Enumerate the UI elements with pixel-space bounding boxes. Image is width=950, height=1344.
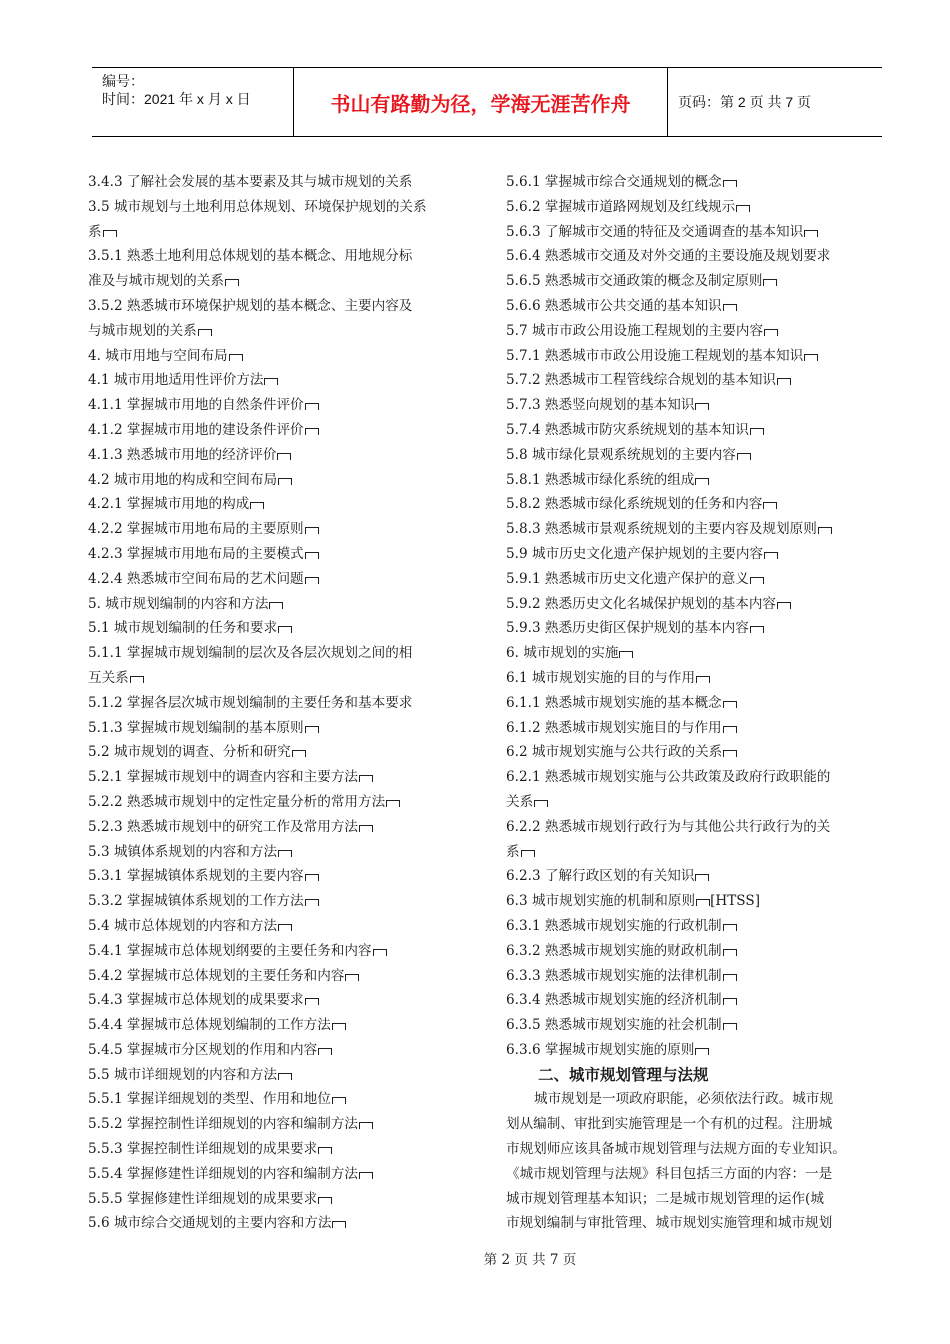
outline-line <box>88 294 473 319</box>
outline-line <box>88 641 473 666</box>
paragraph-mark-icon <box>305 577 319 584</box>
outline-line <box>88 691 473 716</box>
outline-line <box>88 1063 473 1088</box>
outline-line <box>506 889 891 914</box>
outline-line-text: 系 <box>506 843 520 860</box>
paragraph-line: 划从编制、审批到实施管理是一个有机的过程。注册城 <box>506 1116 833 1133</box>
outline-line-text: 4.2.1 掌握城市用地的构成 <box>88 496 250 513</box>
outline-line-text: 5.7 城市市政公用设施工程规划的主要内容 <box>506 322 764 339</box>
outline-line <box>506 468 891 493</box>
outline-line <box>506 393 891 418</box>
outline-line-text: 6.3.5 熟悉城市规划实施的社会机制 <box>506 1017 722 1034</box>
paragraph-mark-icon <box>305 874 319 881</box>
outline-line <box>88 1211 473 1236</box>
outline-line <box>506 220 891 245</box>
paragraph-mark-icon <box>723 924 737 931</box>
paragraph-mark-icon <box>723 180 737 187</box>
paragraph-mark-icon <box>695 478 709 485</box>
outline-line-text: 3.5.2 熟悉城市环境保护规划的基本概念、主要内容及 <box>88 297 413 314</box>
outline-line-text: 6.2.1 熟悉城市规划实施与公共政策及政府行政职能的 <box>506 769 831 786</box>
outline-line <box>506 517 891 542</box>
outline-line <box>506 542 891 567</box>
outline-line-text: 5.4.5 掌握城市分区规划的作用和内容 <box>88 1041 318 1058</box>
outline-line <box>506 492 891 517</box>
document-time: 时间：2021 年 x 月 x 日 <box>102 91 251 107</box>
outline-line <box>88 319 473 344</box>
outline-line <box>88 815 473 840</box>
outline-line <box>88 864 473 889</box>
outline-line-text: 5.7.3 熟悉竖向规划的基本知识 <box>506 397 695 414</box>
outline-line-text: 5.8.1 熟悉城市绿化系统的组成 <box>506 471 695 488</box>
outline-line <box>88 1087 473 1112</box>
outline-line-text: 5.9.3 熟悉历史街区保护规划的基本内容 <box>506 620 749 637</box>
outline-line-text: 5.6.3 了解城市交通的特征及交通调查的基本知识 <box>506 223 804 240</box>
section-paragraph <box>506 1087 891 1236</box>
outline-line-text: 5.8 城市绿化景观系统规划的主要内容 <box>506 446 736 463</box>
outline-line <box>88 517 473 542</box>
paragraph-mark-icon <box>225 279 239 286</box>
outline-line <box>88 1013 473 1038</box>
page-footer: 第 2 页 共 7 页 <box>483 1252 577 1268</box>
document-number-label: 编号： <box>102 73 144 89</box>
outline-line-text: 5. 城市规划编制的内容和方法 <box>88 595 269 612</box>
htss-tag: [HTSS] <box>710 893 760 910</box>
outline-line-text: 5.2 城市规划的调查、分析和研究 <box>88 744 291 761</box>
paragraph-mark-icon <box>277 453 291 460</box>
outline-line-text: 5.4.2 掌握城市总体规划的主要任务和内容 <box>88 967 345 984</box>
paragraph-mark-icon <box>332 1221 346 1228</box>
outline-line <box>506 592 891 617</box>
paragraph-mark-icon <box>695 874 709 881</box>
outline-line <box>506 616 891 641</box>
outline-line-text: 6.3.2 熟悉城市规划实施的财政机制 <box>506 942 722 959</box>
paragraph-mark-icon <box>696 676 710 683</box>
outline-line <box>88 542 473 567</box>
outline-line-text: 6.2.2 熟悉城市规划行政行为与其他公共行政行为的关 <box>506 818 831 835</box>
outline-line <box>506 368 891 393</box>
outline-line-text: 5.2.3 熟悉城市规划中的研究工作及常用方法 <box>88 818 359 835</box>
paragraph-mark-icon <box>695 403 709 410</box>
outline-line <box>506 1013 891 1038</box>
paragraph-mark-icon <box>723 701 737 708</box>
outline-line-text: 5.5.5 掌握修建性详细规划的成果要求 <box>88 1190 318 1207</box>
outline-line-text: 6.3 城市规划实施的机制和原则 <box>506 893 696 910</box>
outline-line-text: 4. 城市用地与空间布局 <box>88 347 228 364</box>
outline-line-text: 5.4.3 掌握城市总体规划的成果要求 <box>88 992 304 1009</box>
paragraph-mark-icon <box>723 304 737 311</box>
paragraph-line: 市规划编制与审批管理、城市规划实施管理和城市规划 <box>506 1215 833 1232</box>
outline-line-text: 4.1.1 掌握城市用地的自然条件评价 <box>88 397 304 414</box>
paragraph-mark-icon <box>318 1048 332 1055</box>
paragraph-mark-icon <box>696 899 710 906</box>
outline-line <box>88 244 473 269</box>
paragraph-mark-icon <box>750 577 764 584</box>
paragraph-mark-icon <box>305 403 319 410</box>
outline-line <box>506 691 891 716</box>
section-title: 二、城市规划管理与法规 <box>538 1065 709 1084</box>
paragraph-mark-icon <box>103 230 117 237</box>
outline-line <box>506 988 891 1013</box>
outline-line <box>88 418 473 443</box>
paragraph-mark-icon <box>345 974 359 981</box>
paragraph-line: 《城市规划管理与法规》科目包括三方面的内容：一是 <box>506 1165 833 1182</box>
outline-line <box>506 641 891 666</box>
outline-line-text: 5.8.2 熟悉城市绿化系统规划的任务和内容 <box>506 496 763 513</box>
page-header <box>92 67 882 137</box>
outline-line <box>88 939 473 964</box>
outline-line <box>88 368 473 393</box>
outline-line <box>88 344 473 369</box>
outline-line-text: 6.2 城市规划实施与公共行政的关系 <box>506 744 723 761</box>
outline-line-text: 互关系 <box>88 669 129 686</box>
outline-line-text: 5.6.2 掌握城市道路网规划及红线规示 <box>506 198 736 215</box>
outline-line-text: 5.5.1 掌握详细规划的类型、作用和地位 <box>88 1091 331 1108</box>
header-motto: 书山有路勤为径，学海无涯苦作舟 <box>294 68 668 136</box>
outline-line-text: 5.3.1 掌握城镇体系规划的主要内容 <box>88 868 304 885</box>
outline-line <box>506 418 891 443</box>
outline-line-text: 5.1.3 掌握城市规划编制的基本原则 <box>88 719 304 736</box>
paragraph-mark-icon <box>278 626 292 633</box>
outline-line-text: 4.2 城市用地的构成和空间布局 <box>88 471 278 488</box>
paragraph-line: 市规划师应该具备城市规划管理与法规方面的专业知识。 <box>506 1141 846 1158</box>
paragraph-mark-icon <box>764 552 778 559</box>
paragraph-mark-icon <box>278 478 292 485</box>
paragraph-mark-icon <box>318 1147 332 1154</box>
paragraph-mark-icon <box>777 378 791 385</box>
outline-line-text: 5.1.2 掌握各层次城市规划编制的主要任务和基本要求 <box>88 694 413 711</box>
paragraph-mark-icon <box>373 949 387 956</box>
outline-line <box>88 443 473 468</box>
outline-line <box>88 170 473 195</box>
outline-line <box>88 666 473 691</box>
outline-line-text: 4.1.2 掌握城市用地的建设条件评价 <box>88 421 304 438</box>
paragraph-mark-icon <box>278 924 292 931</box>
outline-line-text: 5.6.5 熟悉城市交通政策的概念及制定原则 <box>506 273 763 290</box>
paragraph-mark-icon <box>804 230 818 237</box>
paragraph-mark-icon <box>723 726 737 733</box>
outline-line-text: 5.4.4 掌握城市总体规划编制的工作方法 <box>88 1017 331 1034</box>
paragraph-mark-icon <box>130 676 144 683</box>
right-outline-list <box>506 170 891 1063</box>
paragraph-line: 城市规划是一项政府职能，必须依法行政。城市规 <box>534 1091 834 1108</box>
right-text-column <box>506 170 891 1236</box>
paragraph-mark-icon <box>695 1048 709 1055</box>
paragraph-mark-icon <box>305 899 319 906</box>
outline-line-text: 5.6.4 熟悉城市交通及对外交通的主要设施及规划要求 <box>506 248 831 265</box>
paragraph-mark-icon <box>198 329 212 336</box>
outline-line <box>88 914 473 939</box>
outline-line-text: 5.3 城镇体系规划的内容和方法 <box>88 843 278 860</box>
outline-line-text: 5.6.6 熟悉城市公共交通的基本知识 <box>506 297 722 314</box>
outline-line-text: 准及与城市规划的关系 <box>88 273 224 290</box>
outline-line <box>506 170 891 195</box>
paragraph-mark-icon <box>305 428 319 435</box>
paragraph-mark-icon <box>359 1172 373 1179</box>
outline-line <box>88 765 473 790</box>
outline-line-text: 5.1.1 掌握城市规划编制的层次及各层次规划之间的相 <box>88 645 413 662</box>
outline-line-text: 5.1 城市规划编制的任务和要求 <box>88 620 278 637</box>
outline-line-text: 5.4.1 掌握城市总体规划纲要的主要任务和内容 <box>88 942 372 959</box>
outline-line <box>506 914 891 939</box>
paragraph-mark-icon <box>723 974 737 981</box>
outline-line-text: 5.9.1 熟悉城市历史文化遗产保护的意义 <box>506 570 749 587</box>
outline-line-text: 6.1.1 熟悉城市规划实施的基本概念 <box>506 694 722 711</box>
paragraph-mark-icon <box>750 626 764 633</box>
outline-line <box>506 716 891 741</box>
outline-line-text: 与城市规划的关系 <box>88 322 197 339</box>
outline-line-text: 5.6.1 掌握城市综合交通规划的概念 <box>506 174 722 190</box>
paragraph-mark-icon <box>278 1073 292 1080</box>
paragraph-mark-icon <box>359 1122 373 1129</box>
outline-line <box>88 468 473 493</box>
outline-line <box>88 1187 473 1212</box>
outline-line <box>88 790 473 815</box>
paragraph-mark-icon <box>750 428 764 435</box>
outline-line <box>88 269 473 294</box>
outline-line <box>506 666 891 691</box>
outline-line-text: 5.5 城市详细规划的内容和方法 <box>88 1066 278 1083</box>
paragraph-mark-icon <box>804 354 818 361</box>
outline-line-text: 4.2.2 掌握城市用地布局的主要原则 <box>88 521 304 538</box>
paragraph-mark-icon <box>292 750 306 757</box>
paragraph-mark-icon <box>737 453 751 460</box>
outline-line-text: 3.5 城市规划与土地利用总体规划、环境保护规划的关系 <box>88 198 427 215</box>
outline-line-text: 6.1.2 熟悉城市规划实施目的与作用 <box>506 719 722 736</box>
outline-line-text: 4.2.4 熟悉城市空间布局的艺术问题 <box>88 570 304 587</box>
outline-line <box>88 964 473 989</box>
outline-line <box>88 1137 473 1162</box>
outline-line <box>506 319 891 344</box>
outline-line <box>88 616 473 641</box>
outline-line <box>506 567 891 592</box>
paragraph-mark-icon <box>264 378 278 385</box>
paragraph-mark-icon <box>229 354 243 361</box>
outline-line-text: 3.4.3 了解社会发展的基本要素及其与城市规划的关系 <box>88 174 413 190</box>
paragraph-line: 城市规划管理基本知识；二是城市规划管理的运作(城 <box>506 1190 824 1207</box>
outline-line <box>506 244 891 269</box>
header-page-number: 页码：第 2 页 共 7 页 <box>678 94 812 110</box>
outline-line <box>506 790 891 815</box>
outline-line <box>506 443 891 468</box>
paragraph-mark-icon <box>332 1097 346 1104</box>
outline-line <box>88 716 473 741</box>
outline-line-text: 5.4 城市总体规划的内容和方法 <box>88 917 278 934</box>
outline-line-text: 系 <box>88 223 102 240</box>
paragraph-mark-icon <box>723 949 737 956</box>
outline-line <box>88 889 473 914</box>
paragraph-mark-icon <box>305 726 319 733</box>
outline-line <box>88 840 473 865</box>
paragraph-mark-icon <box>723 1023 737 1030</box>
outline-line <box>506 344 891 369</box>
outline-line-text: 关系 <box>506 793 534 810</box>
paragraph-mark-icon <box>534 800 548 807</box>
outline-line-text: 5.5.3 掌握控制性详细规划的成果要求 <box>88 1141 318 1158</box>
outline-line-text: 5.9 城市历史文化遗产保护规划的主要内容 <box>506 545 764 562</box>
outline-line-text: 4.1.3 熟悉城市用地的经济评价 <box>88 446 277 463</box>
outline-line-text: 6.3.1 熟悉城市规划实施的行政机制 <box>506 917 722 934</box>
paragraph-mark-icon <box>305 527 319 534</box>
paragraph-mark-icon <box>736 205 750 212</box>
outline-line <box>88 195 473 220</box>
outline-line <box>506 864 891 889</box>
paragraph-mark-icon <box>305 552 319 559</box>
paragraph-mark-icon <box>359 775 373 782</box>
outline-line <box>88 1162 473 1187</box>
outline-line-text: 5.9.2 熟悉历史文化名城保护规划的基本内容 <box>506 595 777 612</box>
outline-line-text: 5.6 城市综合交通规划的主要内容和方法 <box>88 1215 332 1232</box>
outline-line <box>88 220 473 245</box>
outline-line-text: 5.7.4 熟悉城市防灾系统规划的基本知识 <box>506 421 749 438</box>
outline-line-text: 6.3.3 熟悉城市规划实施的法律机制 <box>506 967 722 984</box>
paragraph-mark-icon <box>386 800 400 807</box>
outline-line-text: 5.8.3 熟悉城市景观系统规划的主要内容及规划原则 <box>506 521 817 538</box>
outline-line-text: 5.7.1 熟悉城市市政公用设施工程规划的基本知识 <box>506 347 804 364</box>
outline-line-text: 5.3.2 掌握城镇体系规划的工作方法 <box>88 893 304 910</box>
outline-line <box>506 269 891 294</box>
outline-line-text: 5.5.4 掌握修建性详细规划的内容和编制方法 <box>88 1165 359 1182</box>
outline-line-text: 6.3.4 熟悉城市规划实施的经济机制 <box>506 992 722 1009</box>
outline-line <box>88 393 473 418</box>
paragraph-mark-icon <box>777 602 791 609</box>
paragraph-mark-icon <box>723 750 737 757</box>
outline-line <box>506 195 891 220</box>
outline-line <box>88 1038 473 1063</box>
outline-line <box>506 740 891 765</box>
outline-line-text: 4.2.3 掌握城市用地布局的主要模式 <box>88 545 304 562</box>
outline-line-text: 5.2.2 熟悉城市规划中的定性定量分析的常用方法 <box>88 793 386 810</box>
paragraph-mark-icon <box>619 651 633 658</box>
paragraph-mark-icon <box>318 1197 332 1204</box>
paragraph-mark-icon <box>250 502 264 509</box>
paragraph-mark-icon <box>763 279 777 286</box>
paragraph-mark-icon <box>521 850 535 857</box>
outline-line-text: 6. 城市规划的实施 <box>506 645 619 662</box>
outline-line <box>506 1038 891 1063</box>
paragraph-mark-icon <box>332 1023 346 1030</box>
outline-line <box>88 1112 473 1137</box>
outline-line <box>506 840 891 865</box>
outline-line-text: 6.3.6 掌握城市规划实施的原则 <box>506 1041 695 1058</box>
outline-line-text: 6.1 城市规划实施的目的与作用 <box>506 669 696 686</box>
outline-line <box>506 964 891 989</box>
paragraph-mark-icon <box>359 825 373 832</box>
paragraph-mark-icon <box>764 329 778 336</box>
outline-line <box>506 815 891 840</box>
outline-line <box>88 492 473 517</box>
paragraph-mark-icon <box>269 602 283 609</box>
outline-line-text: 5.2.1 掌握城市规划中的调查内容和主要方法 <box>88 769 359 786</box>
outline-line <box>88 592 473 617</box>
outline-line <box>506 939 891 964</box>
header-meta <box>92 68 294 136</box>
outline-line-text: 5.5.2 掌握控制性详细规划的内容和编制方法 <box>88 1116 359 1133</box>
paragraph-mark-icon <box>723 998 737 1005</box>
outline-line <box>88 988 473 1013</box>
outline-line <box>506 294 891 319</box>
outline-line <box>506 765 891 790</box>
outline-line-text: 4.1 城市用地适用性评价方法 <box>88 372 264 389</box>
outline-line-text: 6.2.3 了解行政区划的有关知识 <box>506 868 695 885</box>
outline-line <box>88 740 473 765</box>
paragraph-mark-icon <box>278 850 292 857</box>
left-text-column <box>88 170 473 1236</box>
outline-line-text: 3.5.1 熟悉土地利用总体规划的基本概念、用地规分标 <box>88 248 413 265</box>
outline-line <box>88 567 473 592</box>
outline-line-text: 5.7.2 熟悉城市工程管线综合规划的基本知识 <box>506 372 777 389</box>
paragraph-mark-icon <box>305 998 319 1005</box>
paragraph-mark-icon <box>818 527 832 534</box>
paragraph-mark-icon <box>763 502 777 509</box>
